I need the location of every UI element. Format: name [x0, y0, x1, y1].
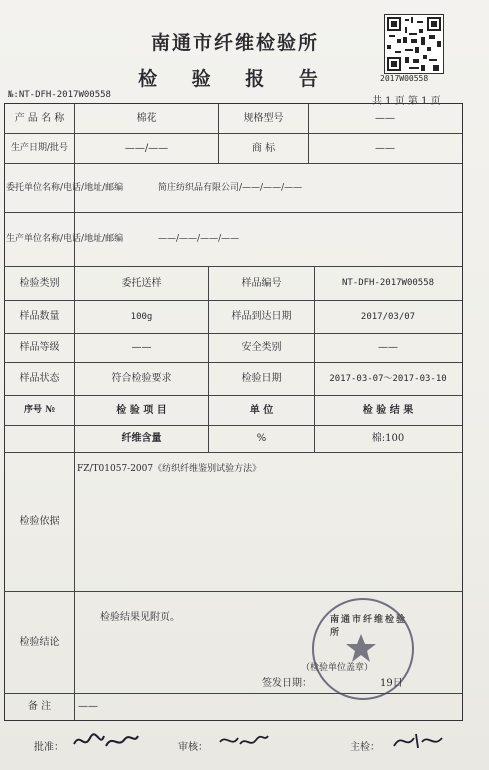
remarks-label: 备 注: [27, 700, 52, 712]
prod-date-label: 生产日期/批号: [10, 143, 69, 154]
quantity-value: 100g: [130, 311, 153, 322]
item1-result: 棉:100: [371, 433, 405, 444]
brand-value: ——: [375, 142, 395, 154]
page-info: 共 1 页 第 1 页: [372, 96, 441, 107]
review-label: 审核：: [178, 742, 208, 753]
inspector-signature: [392, 730, 448, 752]
state-value: 符合检验要求: [111, 373, 172, 384]
reviewer-signature: [218, 730, 270, 752]
prod-date-value: ——/——: [124, 142, 169, 154]
issue-date-label: 签发日期：: [262, 678, 312, 689]
brand-label: 商 标: [251, 142, 276, 154]
institute-title: 南通市纤维检验所: [150, 32, 319, 54]
sample-no-label: 样品编号: [241, 277, 282, 289]
grade-label: 样品等级: [19, 342, 60, 353]
stamp-text: 南通市纤维检验所: [330, 615, 408, 638]
safety-value: ——: [378, 342, 398, 353]
inspector-label: 主检：: [350, 742, 380, 753]
stamp-note: （检验单位盖章）: [300, 662, 373, 673]
sample-no-value: NT-DFH-2017W00558: [341, 278, 435, 289]
seq-label: 序号 №: [24, 405, 55, 416]
grade-value: ——: [131, 342, 152, 353]
product-name-value: 棉花: [136, 113, 157, 124]
test-date-value: 2017-03-07～2017-03-10: [329, 373, 447, 384]
basis-value: FZ/T01057-2007《纺织纤维鉴别试验方法》: [77, 463, 262, 474]
conclusion-value: 检验结果见附页。: [100, 612, 180, 623]
qr-code-icon[interactable]: [384, 14, 444, 74]
client-label: 委托单位名称/电话/地址/邮编: [6, 182, 124, 193]
manufacturer-value: ——/——/——/——: [158, 234, 240, 245]
basis-label: 检验依据: [19, 516, 60, 527]
issue-date-suffix: 19日: [380, 678, 403, 689]
test-type-value: 委托送样: [121, 277, 162, 289]
model-value: ——: [375, 113, 395, 124]
item-label: 检 验 项 目: [116, 404, 167, 416]
manufacturer-label: 生产单位名称/电话/地址/邮编: [6, 234, 124, 245]
item1-name: 纤维含量: [121, 433, 162, 444]
unit-label: 单 位: [249, 404, 274, 416]
report-title: 检 验 报 告: [138, 68, 332, 90]
arrival-date-value: 2017/03/07: [360, 311, 416, 322]
quantity-label: 样品数量: [19, 311, 60, 322]
arrival-date-label: 样品到达日期: [231, 311, 292, 322]
client-value: 简庄纺织品有限公司/——/——/——: [158, 182, 303, 193]
result-label: 检 验 结 果: [362, 404, 414, 416]
product-name-label: 产 品 名 称: [14, 113, 65, 124]
qr-code-id: 2017W00558: [380, 74, 429, 83]
conclusion-label: 检验结论: [19, 636, 60, 648]
test-type-label: 检验类别: [19, 277, 60, 289]
approver-signature: [72, 730, 142, 752]
safety-label: 安全类别: [241, 342, 282, 353]
test-date-label: 检验日期: [241, 373, 282, 384]
item1-unit: %: [256, 433, 267, 444]
state-label: 样品状态: [19, 373, 60, 384]
approve-label: 批准：: [34, 742, 64, 753]
report-number: №:NT-DFH-2017W00558: [8, 90, 111, 100]
model-label: 规格型号: [243, 113, 284, 124]
remarks-value: ——: [78, 700, 98, 712]
